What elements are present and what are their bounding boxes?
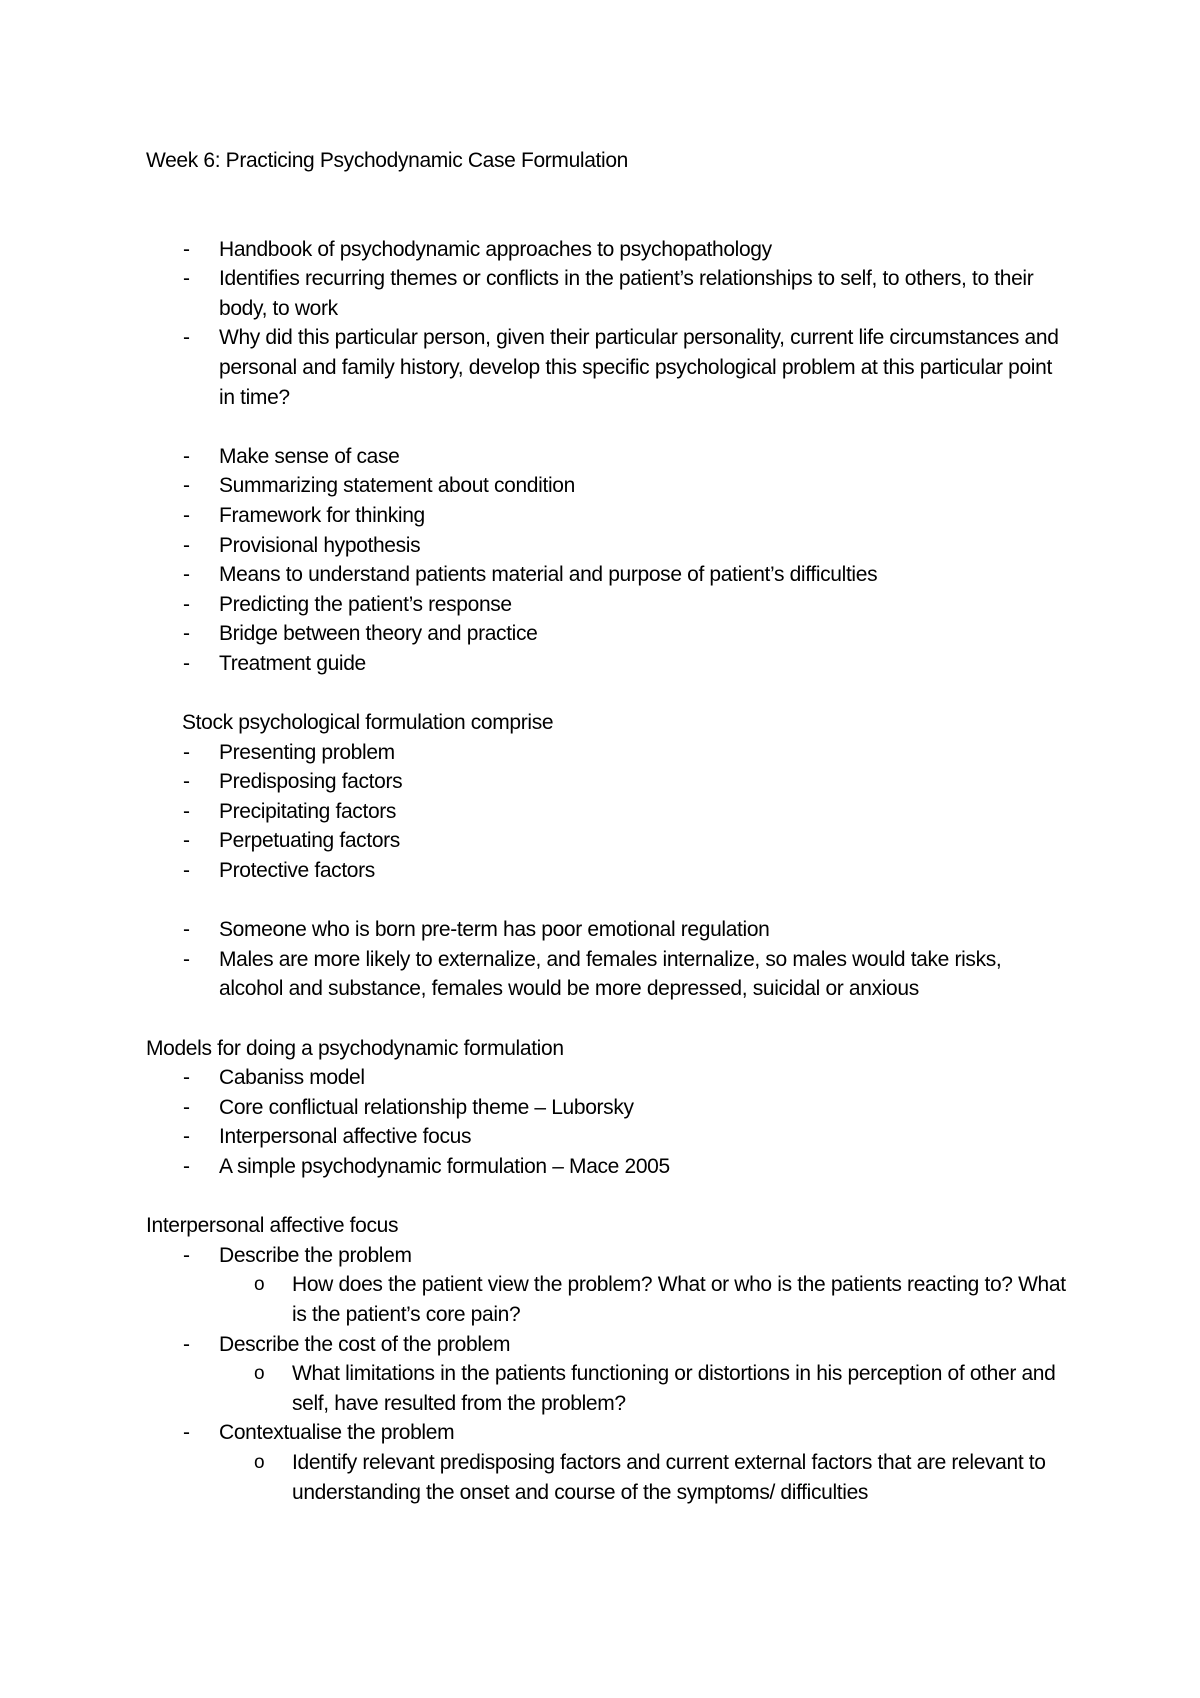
list-item: - Perpetuating factors — [146, 826, 1066, 856]
dash-bullet: - — [183, 267, 190, 291]
sub-list — [219, 1270, 1066, 1329]
dash-bullet: - — [183, 1243, 190, 1267]
dash-bullet: - — [183, 1421, 190, 1445]
list-item: - Means to understand patients material and purpose of patient’s difficulties — [146, 560, 1066, 590]
circle-bullet: o — [254, 1451, 265, 1473]
dash-bullet: - — [183, 1155, 190, 1178]
list-item: - Provisional hypothesis — [146, 531, 1066, 561]
dash-bullet: - — [183, 237, 190, 261]
list-item: - Summarizing statement about condition — [146, 471, 1066, 501]
dash-bullet: - — [183, 444, 190, 468]
section-heading-interpersonal-affective-focus: Interpersonal affective focus — [146, 1214, 399, 1238]
list-item: - Presenting problem — [146, 738, 1066, 768]
dash-bullet: - — [183, 563, 190, 587]
list-item: - A simple psychodynamic formulation – Mace 2005 — [146, 1152, 1066, 1182]
dash-bullet: - — [183, 1095, 190, 1119]
page-title: Week 6: Practicing Psychodynamic Case Formulation — [146, 149, 629, 172]
list-item: - Describe the problem o How does the patient view the problem? What or who is the patients reacting to? What is the patient’s core pain? — [146, 1241, 1066, 1330]
list-item: - Core conflictual relationship theme – Luborsky — [146, 1093, 1066, 1123]
section4-list — [146, 915, 1066, 1004]
circle-bullet: o — [254, 1363, 265, 1385]
sub-list-item: o How does the patient view the problem? What or who is the patients reacting to? What is the patient’s core pain? — [219, 1270, 1066, 1329]
list-item: - Precipitating factors — [146, 797, 1066, 827]
dash-bullet: - — [183, 918, 190, 942]
dash-bullet: - — [183, 829, 190, 853]
list-item: - Predicting the patient’s response — [146, 590, 1066, 620]
list-item: - Describe the cost of the problem o What limitations in the patients functioning or distortions in his perception of other and self, have resulted from the problem? — [146, 1330, 1066, 1419]
section-heading-models: Models for doing a psychodynamic formulation — [146, 1036, 564, 1060]
sub-list — [219, 1448, 1066, 1507]
list-item: - Treatment guide — [146, 649, 1066, 679]
dash-bullet: - — [183, 326, 190, 350]
dash-bullet: - — [183, 947, 190, 971]
dash-bullet: - — [183, 651, 190, 675]
list-item: - Handbook of psychodynamic approaches to psychopathology — [146, 235, 1066, 265]
list-item: - Interpersonal affective focus — [146, 1122, 1066, 1152]
section6-list — [146, 1241, 1066, 1507]
dash-bullet: - — [183, 1066, 190, 1090]
circle-bullet: o — [254, 1274, 265, 1296]
dash-bullet: - — [183, 859, 190, 883]
list-item: - Predisposing factors — [146, 767, 1066, 797]
list-item: - Contextualise the problem o Identify relevant predisposing factors and current external factors that are relevant to understanding the onset and course of the symptoms/ difficulties — [146, 1418, 1066, 1507]
dash-bullet: - — [183, 474, 190, 498]
dash-bullet: - — [183, 592, 190, 616]
document-body — [146, 146, 1066, 1507]
section3-list — [146, 738, 1066, 886]
dash-bullet: - — [183, 799, 190, 823]
dash-bullet: - — [183, 1125, 190, 1149]
list-item: - Make sense of case — [146, 442, 1066, 472]
list-item: - Identifies recurring themes or conflicts in the patient’s relationships to self, to others, to their body, to work — [146, 264, 1066, 323]
list-item: - Framework for thinking — [146, 501, 1066, 531]
dash-bullet: - — [183, 740, 190, 764]
dash-bullet: - — [183, 503, 190, 527]
section1-list — [146, 235, 1066, 413]
sub-list — [219, 1359, 1066, 1418]
sub-list-item: o Identify relevant predisposing factors and current external factors that are relevant to understanding the onset and course of the symptoms/ difficulties — [219, 1448, 1066, 1507]
list-item: - Cabaniss model — [146, 1063, 1066, 1093]
sub-list-item: o What limitations in the patients functioning or distortions in his perception of other and self, have resulted from the problem? — [219, 1359, 1066, 1418]
dash-bullet: - — [183, 533, 190, 557]
dash-bullet: - — [183, 770, 190, 794]
list-item: - Males are more likely to externalize, and females internalize, so males would take risks, alcohol and substance, females would be more depressed, suicidal or anxious — [146, 945, 1066, 1004]
dash-bullet: - — [183, 1332, 190, 1356]
list-item: - Why did this particular person, given their particular personality, current life circumstances and personal and family history, develop this specific psychological problem at this particular point in time? — [146, 323, 1066, 412]
section-heading-stock-formulation: Stock psychological formulation comprise — [182, 711, 554, 735]
list-item: - Someone who is born pre-term has poor emotional regulation — [146, 915, 1066, 945]
section2-list — [146, 442, 1066, 679]
section5-list — [146, 1063, 1066, 1181]
list-item: - Bridge between theory and practice — [146, 619, 1066, 649]
dash-bullet: - — [183, 622, 190, 646]
list-item: - Protective factors — [146, 856, 1066, 886]
